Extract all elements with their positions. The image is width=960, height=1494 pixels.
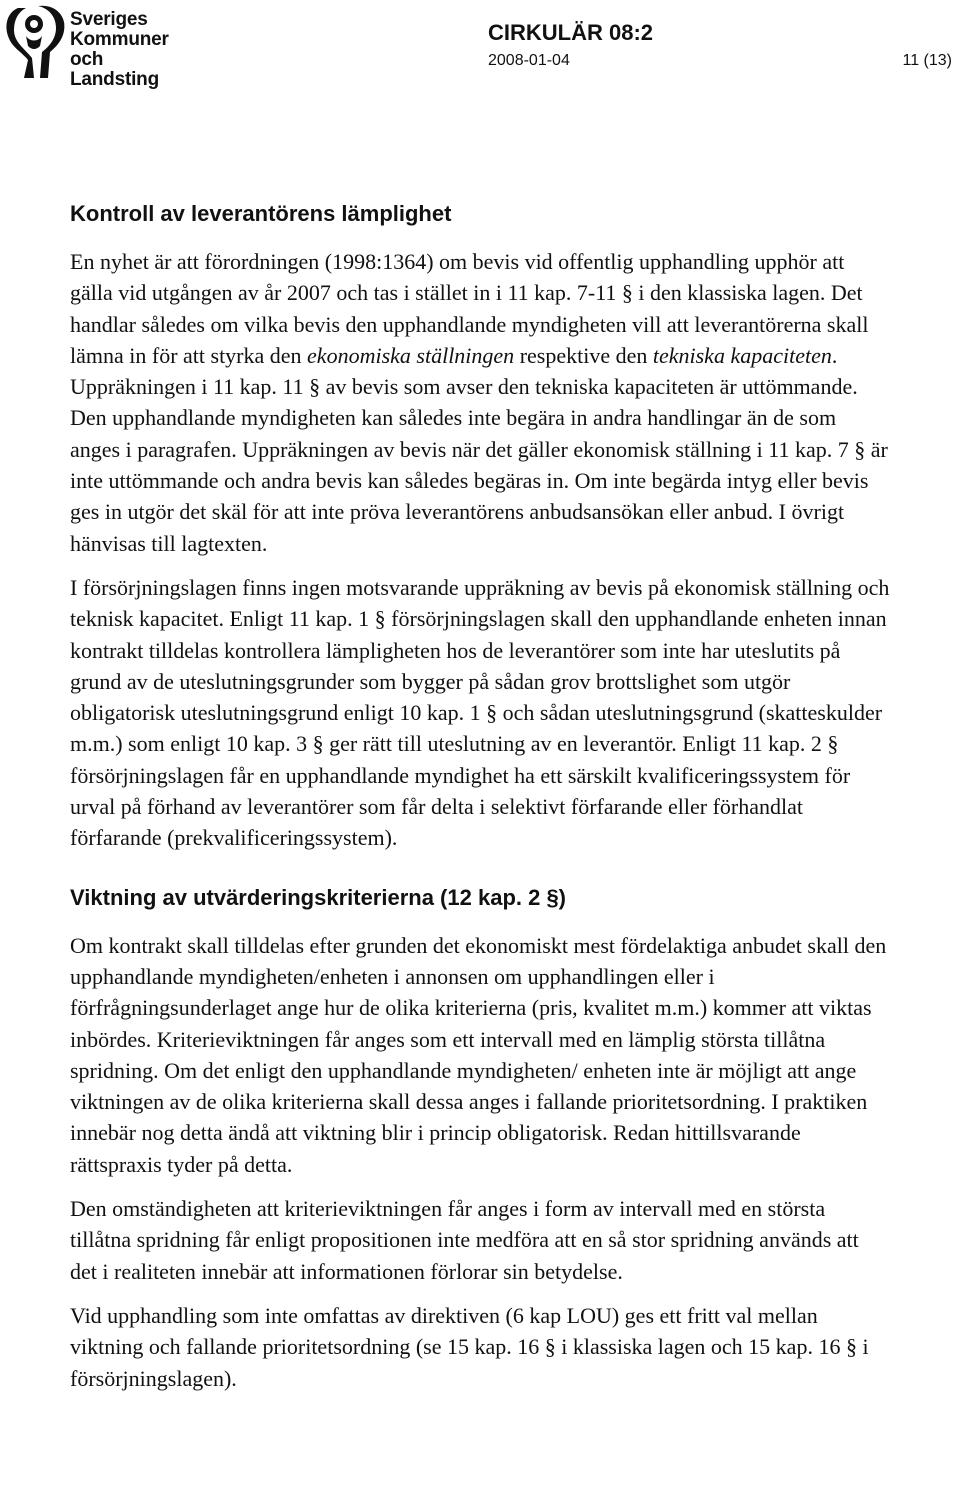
italic-term: ekonomiska ställningen — [307, 342, 515, 368]
logo-wordmark — [70, 10, 189, 90]
page-header — [0, 0, 960, 90]
logo-line-3: och Landsting — [70, 49, 159, 90]
page-number: 11 (13) — [902, 52, 952, 69]
paragraph — [70, 246, 890, 559]
circular-title: CIRKULÄR 08:2 — [488, 20, 654, 45]
section-heading: Kontroll av leverantörens lämplighet — [70, 201, 452, 226]
circular-date: 2008-01-04 — [488, 52, 570, 69]
logo-line-2: Kommuner — [70, 29, 169, 50]
skl-logo — [4, 2, 189, 90]
section — [70, 884, 890, 1394]
paragraph-text: En nyhet är att förordningen (1998:1364) om bevis vid offentlig upphandling upphör att gälla vid utgången av år 2007 och tas i stället in i 11 kap. 7-11 § i den klassiska lagen. Det handlar således om vilka bevis den upphandlande myndigheten vill att leverantörerna skall lämna in för att styrka den — [70, 249, 869, 368]
paragraph-text: . Uppräkningen i 11 kap. 11 § av bevis som avser den tekniska kapaciteten är uttömmande. Den upphandlande myndigheten kan således inte begära in andra handlingar än de som anges i paragrafen. Uppräkningen av bevis när det gäller ekonomisk ställning i 11 kap. 7 § är inte uttömmande och andra bevis kan således begäras in. Om inte begärda intyg eller bevis ges in utgör det skäl för att inte pröva leverantörens anbudsansökan eller anbud. I övrigt hänvisas till lagtexten. — [70, 342, 888, 556]
paragraph: Om kontrakt skall tilldelas efter grunden det ekonomiskt mest fördelaktiga anbudet skall den upphandlande myndigheten/enheten i annonsen om upphandlingen eller i förfrågningsunderlaget ange hur de olika kriterierna (pris, kvalitet m.m.) kommer att viktas inbördes. Kriterieviktningen får anges som ett intervall med en lämplig största tillåtna spridning. Om det enligt den upphandlande myndigheten/ enheten inte är möjligt att ange viktningen av de olika kriterierna skall dessa anges i fallande prioritetsordning. I praktiken innebär nog detta ändå att viktning blir i princip obligatorisk. Redan hittillsvarande rättspraxis tyder på detta. — [70, 932, 887, 1177]
paragraph-text: respektive den — [514, 342, 653, 368]
logo-line-1: Sveriges — [70, 9, 148, 30]
paragraph: Den omständigheten att kriterieviktningen får anges i form av intervall med en största tillåtna spridning får enligt propositionen inte medföra att en så stor spridning används att det i realiteten innebär att informationen förlorar sin betydelse. — [70, 1196, 859, 1284]
section-heading: Viktning av utvärderingskriterierna (12 kap. 2 §) — [70, 884, 567, 910]
paragraph: Vid upphandling som inte omfattas av direktiven (6 kap LOU) ges ett fritt val mellan viktning och fallande prioritetsordning (se 15 kap. 16 § i klassiska lagen och 15 kap. 16 § i försörjningslagen). — [70, 1302, 869, 1391]
document-body — [70, 200, 890, 1394]
italic-term: tekniska kapaciteten — [652, 342, 832, 368]
skl-emblem-icon — [4, 2, 66, 80]
paragraph: I försörjningslagen finns ingen motsvarande uppräkning av bevis på ekonomisk ställning och teknisk kapacitet. Enligt 11 kap. 1 § försörjningslagen skall den upphandlande enheten innan kontrakt tilldelas kontrollera lämpligheten hos de leverantörer som inte har uteslutits på grund av de uteslutningsgrunder som bygger på sådan grov brottslighet som utgör obligatorisk uteslutningsgrund enligt 10 kap. 1 § och sådan uteslutningsgrund (skatteskulder m.m.) som enligt 10 kap. 3 § ger rätt till uteslutning av en leverantör. Enligt 11 kap. 2 § försörjningslagen får en upphandlande myndighet ha ett särskilt kvalificeringssystem för urval på förhand av leverantörer som får delta i selektivt förfarande eller förhandlat förfarande (prekvalificeringssystem). — [70, 574, 890, 851]
